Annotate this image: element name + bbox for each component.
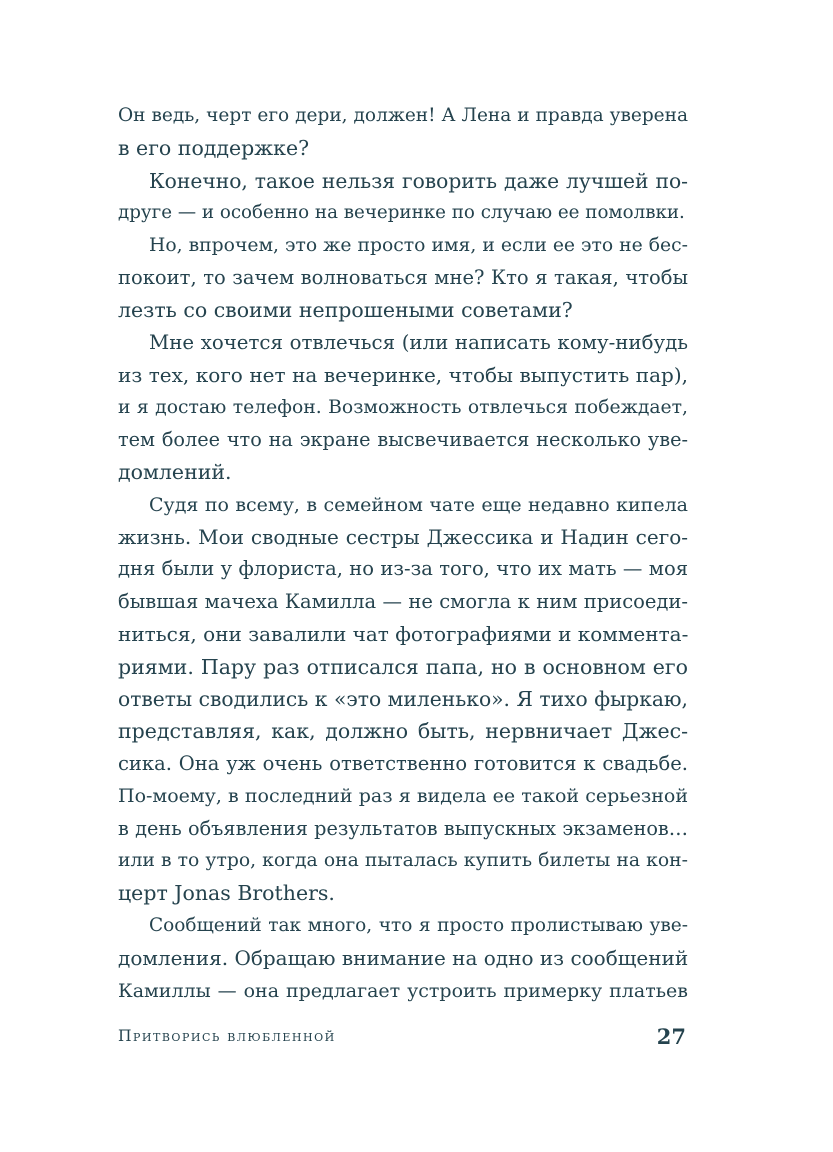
- text-line: покоит, то зачем волноваться мне? Кто я такая, чтобы: [118, 265, 688, 289]
- text-line: сика. Она уж очень ответственно готовится к свадьбе.: [118, 751, 688, 775]
- text-line: бывшая мачеха Камилла — не смогла к ним присоеди-: [118, 589, 688, 613]
- text-line: Мне хочется отвлечься (или написать кому-нибудь: [149, 330, 688, 354]
- text-line: в его поддержке?: [118, 136, 310, 161]
- text-line: жизнь. Мои сводные сестры Джессика и Надин сего-: [118, 525, 688, 550]
- text-line: Сообщений так много, что я просто пролистываю уве-: [149, 914, 688, 936]
- text-line: ниться, они завалили чат фотографиями и коммента-: [118, 622, 689, 647]
- text-line: Судя по всему, в семейном чате еще недавно кипела: [149, 493, 688, 516]
- text-line: церт Jonas Brothers.: [118, 881, 335, 906]
- text-line: дня были у флориста, но из-за того, что их мать — моя: [118, 557, 688, 581]
- text-line: из тех, кого нет на вечеринке, чтобы выпустить пар),: [118, 363, 688, 388]
- page-footer: [118, 1024, 688, 1057]
- text-line: ответы сводились к «это миленько». Я тихо фыркаю,: [118, 687, 688, 712]
- text-line: Но, впрочем, это же просто имя, и если ее это не бес-: [149, 234, 688, 256]
- text-line: и я достаю телефон. Возможность отвлечься побеждает,: [118, 396, 688, 418]
- running-title: Притворись влюбленной: [118, 1027, 336, 1045]
- text-line: представляя, как, должно быть, нервничает Джес-: [118, 719, 688, 744]
- text-line: По-моему, в последний раз я видела ее такой серьезной: [118, 785, 688, 808]
- text-line: Конечно, такое нельзя говорить даже лучшей по-: [149, 168, 688, 193]
- text-line: в день объявления результатов выпускных экзаменов…: [118, 816, 688, 840]
- text-line: тем более что на экране высвечивается несколько уве-: [118, 427, 688, 451]
- page-number: 27: [656, 1024, 686, 1049]
- text-line: или в то утро, когда она пыталась купить билеты на кон-: [118, 849, 688, 871]
- text-line: Он ведь, черт его дери, должен! А Лена и правда уверена: [118, 105, 688, 126]
- text-line: лезть со своими непрошеными советами?: [118, 298, 573, 323]
- text-line: друге — и особенно на вечеринке по случаю ее помолвки.: [118, 202, 685, 224]
- body-text: [118, 100, 688, 1007]
- text-line: домления. Обращаю внимание на одно из сообщений: [118, 946, 689, 971]
- text-line: Камиллы — она предлагает устроить примерку платьев: [118, 979, 688, 1002]
- text-line: домлений.: [118, 460, 232, 485]
- text-line: риями. Пару раз отписался папа, но в основном его: [118, 654, 688, 679]
